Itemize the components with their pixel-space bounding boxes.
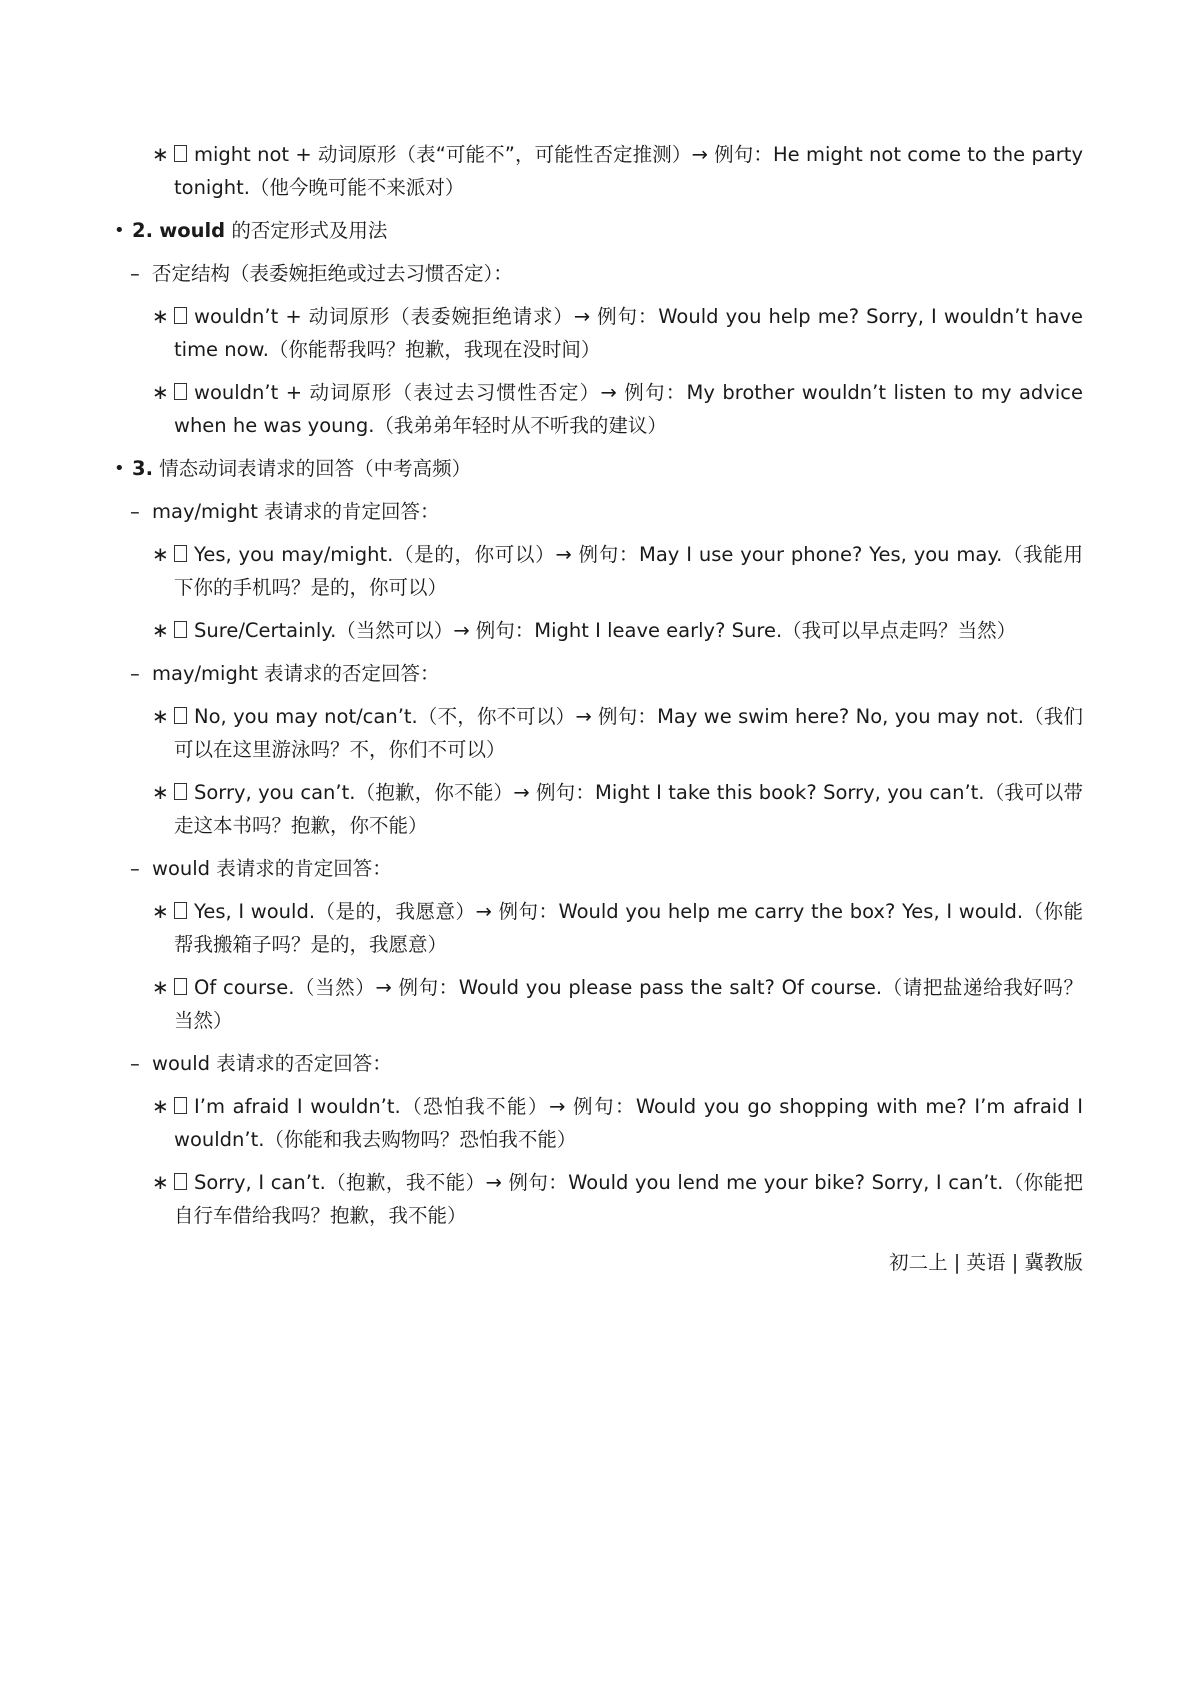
subheading-text: may/might 表请求的肯定回答： [152, 500, 440, 523]
list-item [108, 1090, 1083, 1156]
list-item [108, 700, 1083, 766]
dash-bullet: – [130, 262, 140, 285]
section-title: 情态动词表请求的回答（中考高频） [152, 457, 472, 480]
checkbox-icon [174, 902, 187, 919]
list-item [108, 895, 1083, 961]
section-keyword: would [159, 219, 226, 242]
page-footer: 初二上 | 英语 | 冀教版 [889, 1251, 1083, 1274]
dash-bullet: – [130, 662, 140, 685]
checkbox-icon [174, 383, 187, 400]
item-text: might not + 动词原形（表“可能不”，可能性否定推测）→ 例句：He might not come to the party tonight.（他今晚可能不来派对） [174, 143, 1083, 199]
dot-bullet: • [114, 220, 125, 241]
subheading [108, 257, 1083, 290]
item-text: Sorry, I can’t.（抱歉，我不能）→ 例句：Would you lend me your bike? Sorry, I can’t.（你能把自行车借给我吗？抱歉，我不能） [174, 1171, 1083, 1227]
list-item [108, 138, 1083, 204]
list-item [108, 1166, 1083, 1232]
list-item [108, 971, 1083, 1037]
subheading-text: would 表请求的肯定回答： [152, 857, 392, 880]
checkbox-icon [174, 783, 187, 800]
asterisk-bullet: ∗ [152, 1170, 169, 1194]
item-text: Sure/Certainly.（当然可以）→ 例句：Might I leave early? Sure.（我可以早点走吗？当然） [194, 619, 1017, 642]
asterisk-bullet: ∗ [152, 899, 169, 923]
asterisk-bullet: ∗ [152, 618, 169, 642]
subheading-text: 否定结构（表委婉拒绝或过去习惯否定）： [152, 262, 513, 285]
page-content [108, 138, 1083, 1242]
checkbox-icon [174, 1097, 187, 1114]
checkbox-icon [174, 307, 187, 324]
checkbox-icon [174, 621, 187, 638]
item-text: I’m afraid I wouldn’t.（恐怕我不能）→ 例句：Would you go shopping with me? I’m afraid I wouldn’t.（你能和我去购物吗？恐怕我不能） [174, 1095, 1083, 1151]
asterisk-bullet: ∗ [152, 780, 169, 804]
subheading-text: may/might 表请求的否定回答： [152, 662, 440, 685]
asterisk-bullet: ∗ [152, 142, 169, 166]
item-text: Sorry, you can’t.（抱歉，你不能）→ 例句：Might I take this book? Sorry, you can’t.（我可以带走这本书吗？抱歉，你不能） [174, 781, 1083, 837]
subheading [108, 495, 1083, 528]
list-item [108, 300, 1083, 366]
subheading [108, 1047, 1083, 1080]
section-title: 的否定形式及用法 [225, 219, 388, 242]
list-item [108, 376, 1083, 442]
dot-bullet: • [114, 458, 125, 479]
checkbox-icon [174, 545, 187, 562]
dash-bullet: – [130, 1052, 140, 1075]
list-item [108, 614, 1083, 647]
asterisk-bullet: ∗ [152, 975, 169, 999]
item-text: Yes, I would.（是的，我愿意）→ 例句：Would you help me carry the box? Yes, I would.（你能帮我搬箱子吗？是的，我愿意） [174, 900, 1083, 956]
item-text: Yes, you may/might.（是的，你可以）→ 例句：May I use your phone? Yes, you may.（我能用下你的手机吗？是的，你可以） [174, 543, 1083, 599]
item-text: wouldn’t + 动词原形（表过去习惯性否定）→ 例句：My brother wouldn’t listen to my advice when he was young.（我弟弟年轻时从不听我的建议） [174, 381, 1083, 437]
checkbox-icon [174, 1173, 187, 1190]
dash-bullet: – [130, 500, 140, 523]
item-text: No, you may not/can’t.（不，你不可以）→ 例句：May we swim here? No, you may not.（我们可以在这里游泳吗？不，你们不可以） [174, 705, 1083, 761]
section-heading-2 [108, 214, 1083, 247]
item-text: wouldn’t + 动词原形（表委婉拒绝请求）→ 例句：Would you help me? Sorry, I wouldn’t have time now.（你能帮我吗？抱歉，我现在没时间） [174, 305, 1083, 361]
list-item [108, 538, 1083, 604]
item-text: Of course.（当然）→ 例句：Would you please pass the salt? Of course.（请把盐递给我好吗？当然） [174, 976, 1083, 1032]
asterisk-bullet: ∗ [152, 380, 169, 404]
subheading [108, 852, 1083, 885]
section-number: 2. [132, 219, 153, 242]
asterisk-bullet: ∗ [152, 542, 169, 566]
subheading [108, 657, 1083, 690]
section-heading-3 [108, 452, 1083, 485]
dash-bullet: – [130, 857, 140, 880]
asterisk-bullet: ∗ [152, 1094, 169, 1118]
checkbox-icon [174, 707, 187, 724]
list-item [108, 776, 1083, 842]
checkbox-icon [174, 145, 187, 162]
checkbox-icon [174, 978, 187, 995]
section-number: 3. [132, 457, 153, 480]
asterisk-bullet: ∗ [152, 304, 169, 328]
asterisk-bullet: ∗ [152, 704, 169, 728]
subheading-text: would 表请求的否定回答： [152, 1052, 392, 1075]
